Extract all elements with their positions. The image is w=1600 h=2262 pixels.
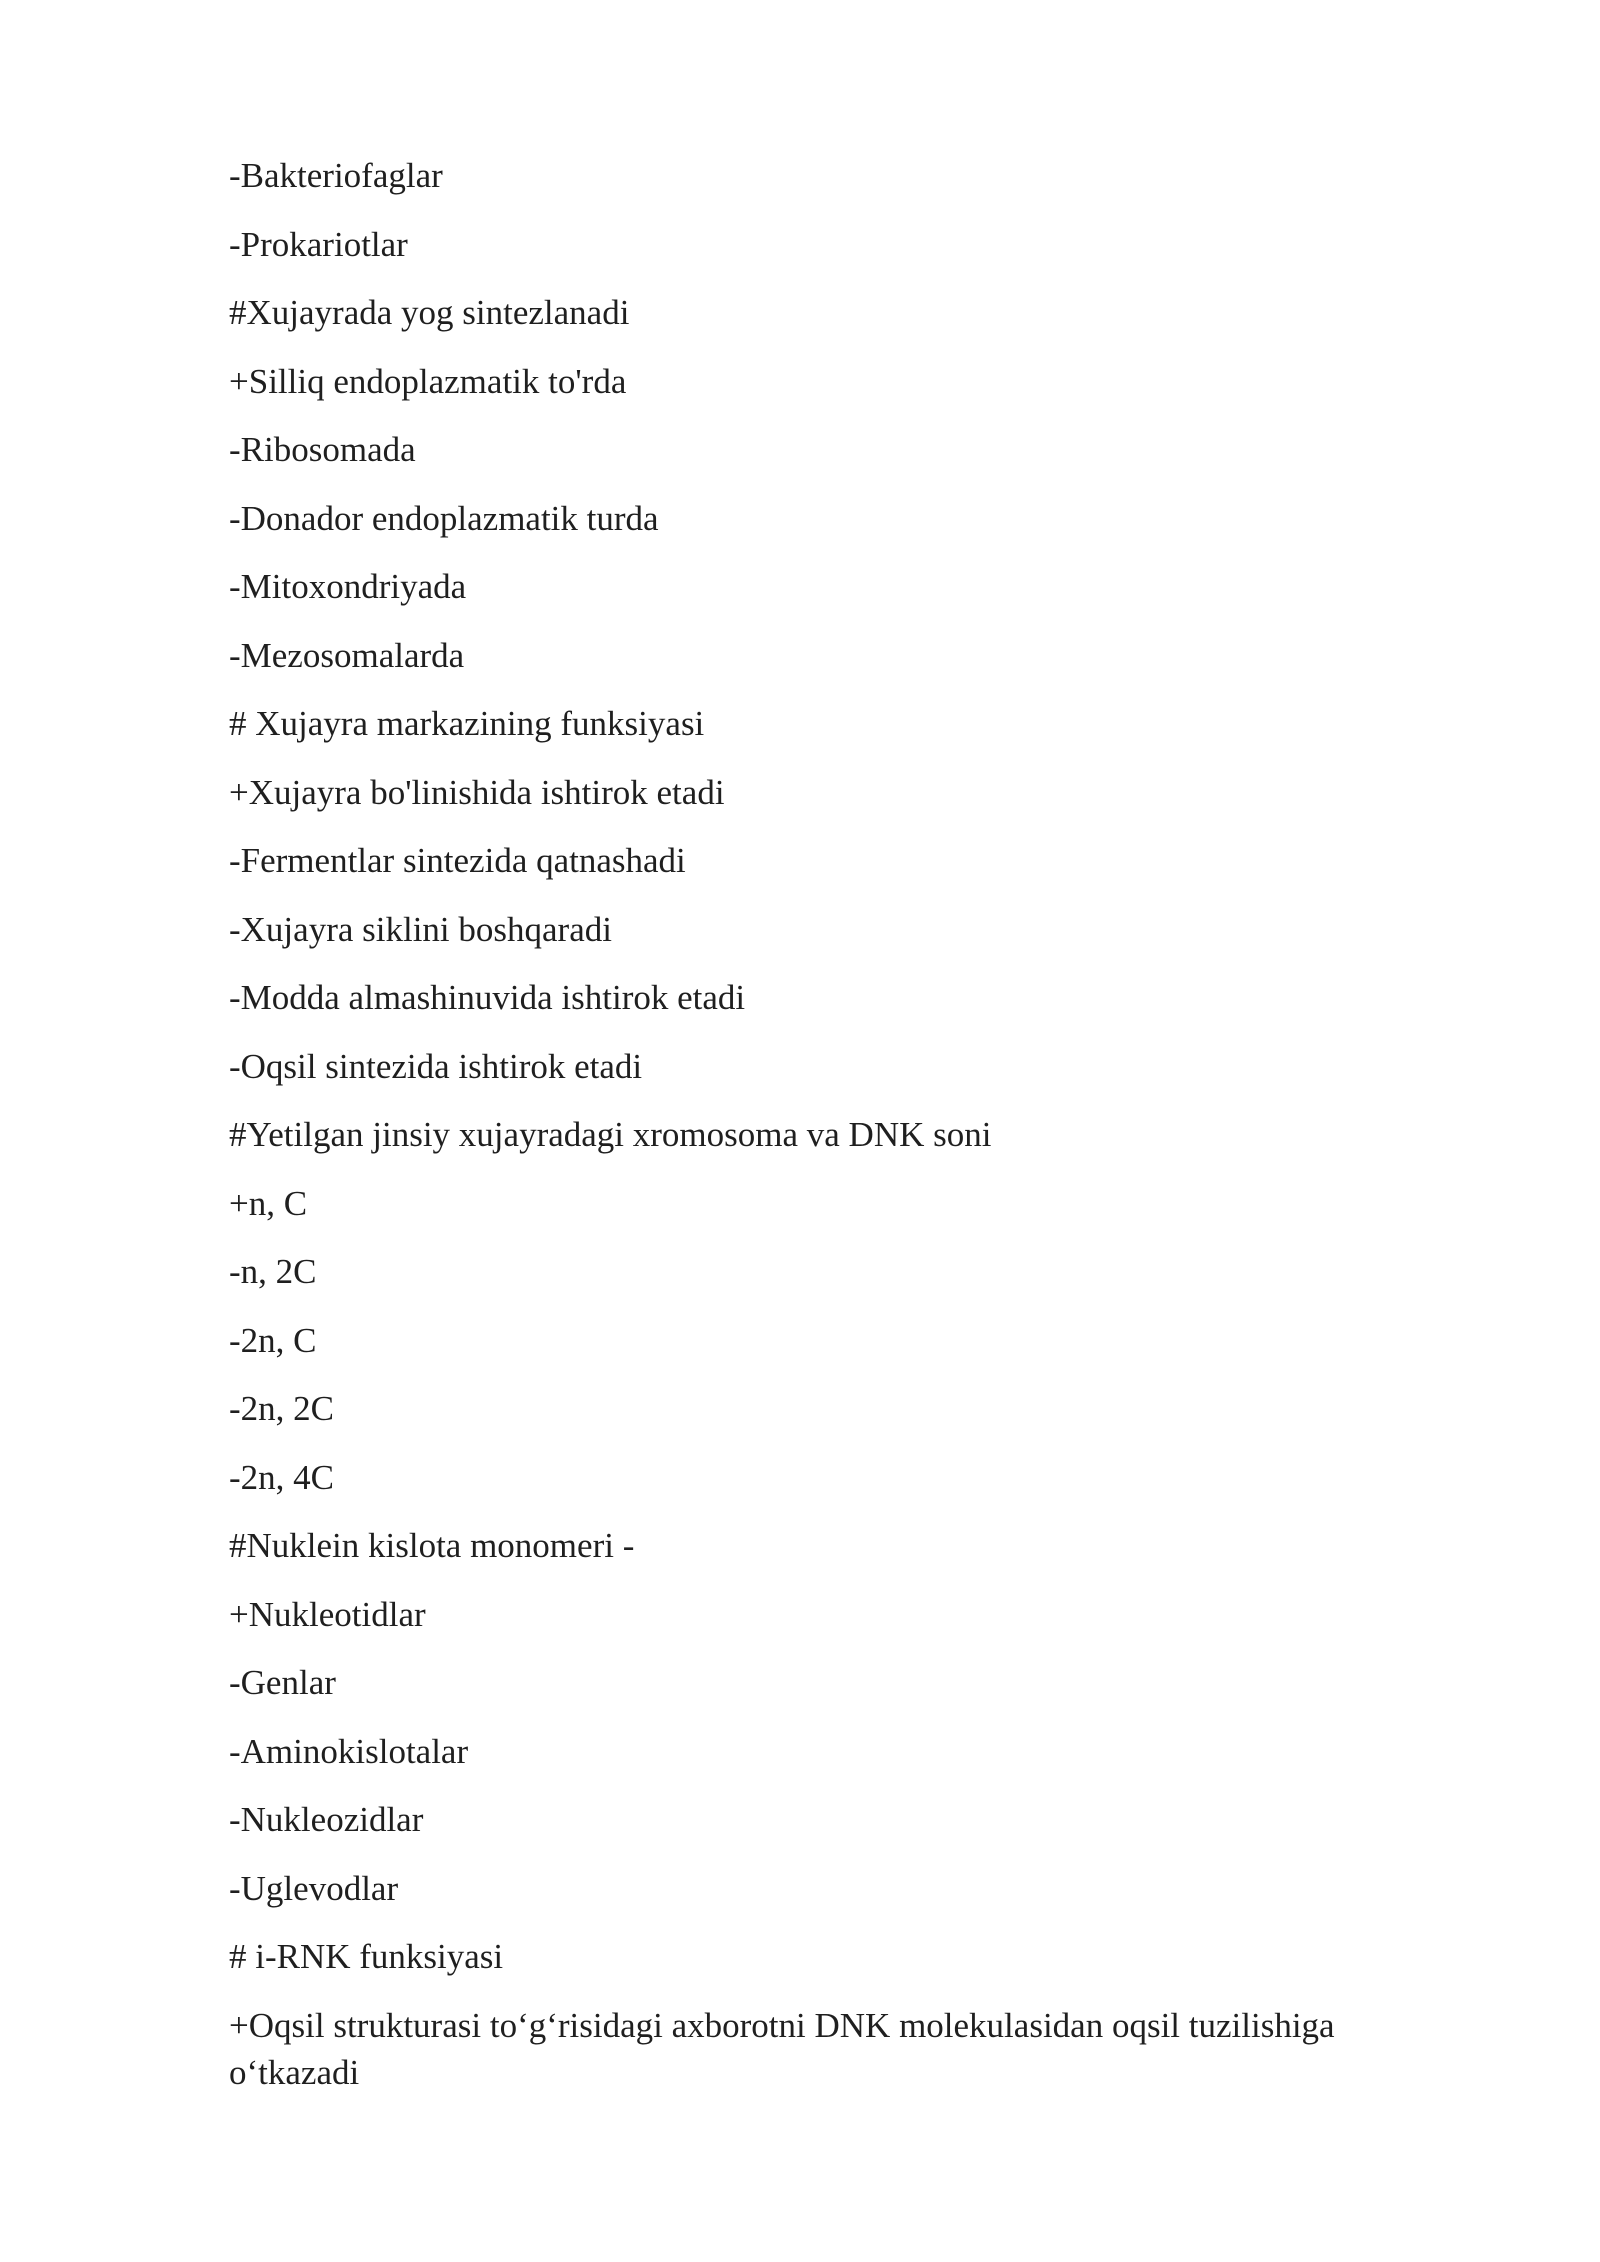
answer-option: -Mitoxondriyada xyxy=(229,567,467,606)
question-list xyxy=(229,152,1449,2096)
answer-option: -Modda almashinuvida ishtirok etadi xyxy=(229,978,746,1017)
answer-option: -Nukleozidlar xyxy=(229,1800,424,1839)
correct-answer: +Silliq endoplazmatik to'rda xyxy=(229,361,627,401)
correct-answer: +Xujayra bo'linishida ishtirok etadi xyxy=(229,772,725,812)
answer-option: -2n, C xyxy=(229,1320,317,1360)
answer-option: -Fermentlar sintezida qatnashadi xyxy=(229,841,686,880)
answer-option: -Prokariotlar xyxy=(229,224,408,264)
answer-option: -Bakteriofaglar xyxy=(229,156,443,195)
question-heading: # i-RNK funksiyasi xyxy=(229,1937,504,1976)
answer-option: -2n, 4C xyxy=(229,1457,334,1497)
answer-option: -Aminokislotalar xyxy=(229,1731,469,1771)
answer-option: -Mezosomalarda xyxy=(229,635,465,675)
answer-option: -Xujayra siklini boshqaradi xyxy=(229,909,612,949)
correct-answer: +n, C xyxy=(229,1183,308,1223)
answer-option: -Ribosomada xyxy=(229,430,416,469)
answer-option: -Donador endoplazmatik turda xyxy=(229,498,659,538)
answer-option: -2n, 2C xyxy=(229,1389,334,1428)
answer-option: -Uglevodlar xyxy=(229,1868,399,1908)
question-heading: #Yetilgan jinsiy xujayradagi xromosoma va DNK soni xyxy=(229,1115,992,1154)
question-heading: #Xujayrada yog sintezlanadi xyxy=(229,293,630,332)
correct-answer: +Nukleotidlar xyxy=(229,1594,426,1634)
answer-option: -n, 2C xyxy=(229,1252,317,1291)
answer-option: -Oqsil sintezida ishtirok etadi xyxy=(229,1046,643,1086)
correct-answer: +Oqsil strukturasi to‘g‘risidagi axborotni DNK molekulasidan oqsil tuzilishiga o‘tkazadi xyxy=(229,2005,1335,2092)
question-heading: # Xujayra markazining funksiyasi xyxy=(229,704,705,743)
question-heading: #Nuklein kislota monomeri - xyxy=(229,1526,635,1565)
answer-option: -Genlar xyxy=(229,1663,336,1702)
